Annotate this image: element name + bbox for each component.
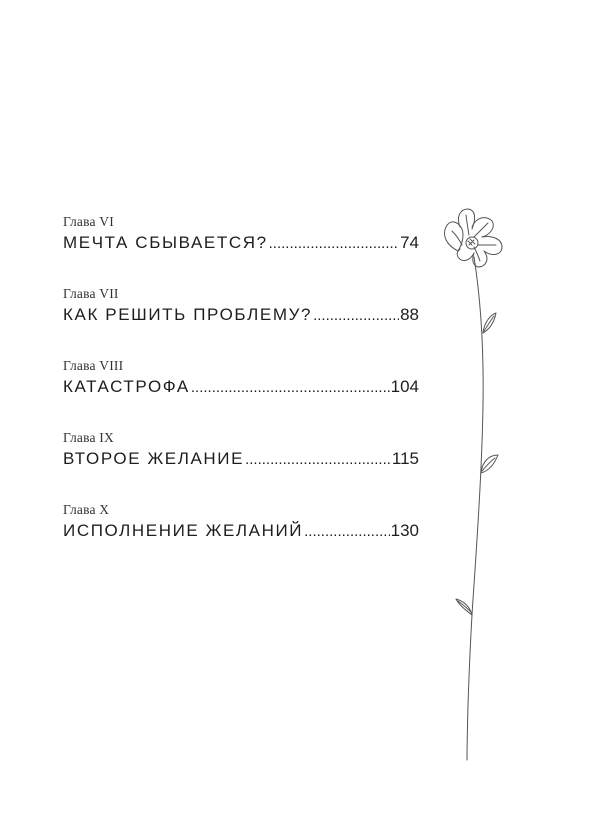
chapter-label: Глава VII [63,286,119,301]
chapter-title: ВТОРОЕ ЖЕЛАНИЕ [63,449,245,468]
dot-leader [269,233,399,255]
dot-leader [313,305,399,327]
chapter-title-row [63,520,419,543]
dot-leader [191,377,390,399]
toc-entry-chapter-6[interactable] [63,214,419,286]
page-number: 130 [390,521,419,540]
toc-entry-chapter-10[interactable] [63,502,419,574]
dot-leader [245,449,391,471]
chapter-title-row [63,376,419,399]
chapter-title-row [63,304,419,327]
chapter-label: Глава VI [63,214,114,229]
chapter-title-row [63,232,419,255]
page-number: 104 [390,377,419,396]
chapter-title: ИСПОЛНЕНИЕ ЖЕЛАНИЙ [63,521,304,540]
chapter-title: КАК РЕШИТЬ ПРОБЛЕМУ? [63,305,313,324]
chapter-label: Глава VIII [63,358,124,373]
table-of-contents [63,214,419,574]
chapter-title-row [63,448,419,471]
toc-entry-chapter-7[interactable] [63,286,419,358]
page-number: 115 [391,449,419,468]
toc-entry-chapter-8[interactable] [63,358,419,430]
chapter-label: Глава X [63,502,110,517]
dot-leader [304,521,390,543]
page-number: 88 [400,305,419,324]
page-number: 74 [400,233,419,252]
toc-entry-chapter-9[interactable] [63,430,419,502]
chapter-title: МЕЧТА СБЫВАЕТСЯ? [63,233,268,252]
chapter-title: КАТАСТРОФА [63,377,190,396]
flower-illustration-icon [436,205,516,765]
chapter-label: Глава IX [63,430,114,445]
